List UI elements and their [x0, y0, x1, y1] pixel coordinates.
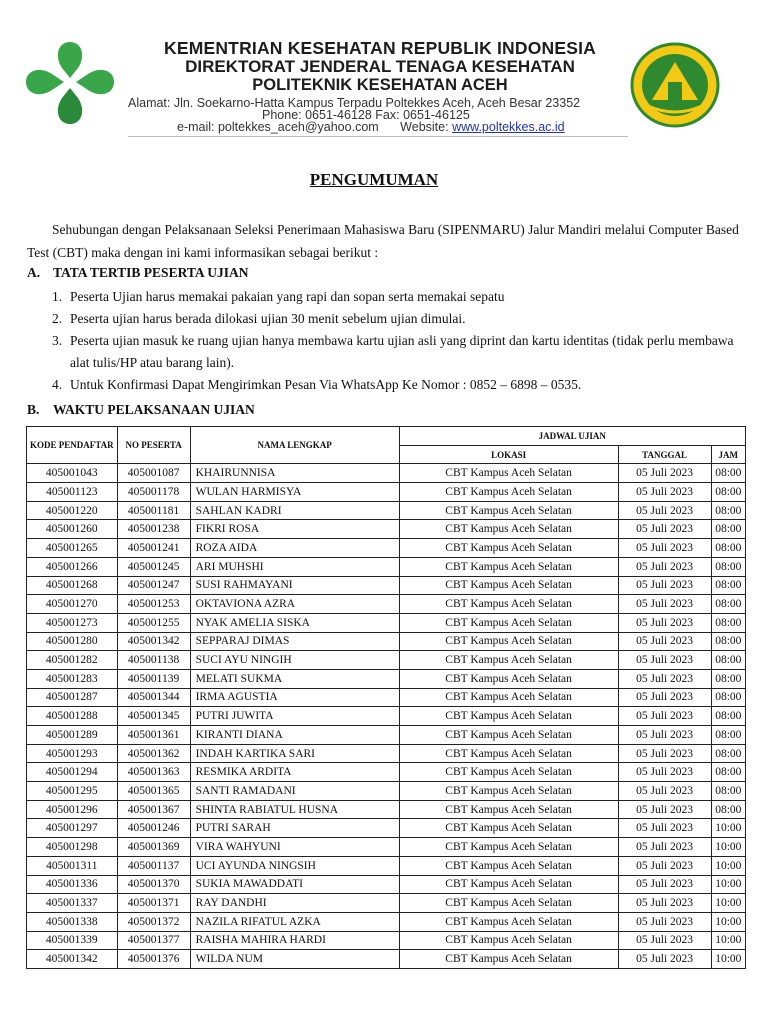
table-row [27, 464, 746, 483]
kode-pendaftar-cell: 405001289 [27, 726, 118, 745]
lokasi-cell: CBT Kampus Aceh Selatan [399, 464, 618, 483]
section-a-heading [27, 265, 248, 281]
lokasi-cell: CBT Kampus Aceh Selatan [399, 819, 618, 838]
intro-text: Sehubungan dengan Pelaksanaan Seleksi Penerimaan Mahasiswa Baru (SIPENMARU) Jalur Mandiri melalui Computer Based Test (CBT) maka dengan ini kami informasikan sebagai berikut : [27, 222, 739, 260]
lokasi-cell: CBT Kampus Aceh Selatan [399, 688, 618, 707]
table-row [27, 800, 746, 819]
jam-cell: 10:00 [711, 838, 745, 857]
table-row [27, 651, 746, 670]
tanggal-cell: 05 Juli 2023 [618, 539, 711, 558]
letterhead [0, 0, 768, 140]
no-peserta-cell: 405001241 [117, 539, 190, 558]
nama-lengkap-cell: FIKRI ROSA [190, 520, 399, 539]
no-peserta-cell: 405001377 [117, 931, 190, 950]
kode-pendaftar-cell: 405001123 [27, 483, 118, 502]
schedule-rows [27, 464, 746, 969]
no-peserta-cell: 405001363 [117, 763, 190, 782]
address: Alamat: Jln. Soekarno-Hatta Kampus Terpadu Poltekkes Aceh, Aceh Besar 23352 [128, 96, 581, 110]
no-peserta-cell: 405001181 [117, 501, 190, 520]
jam-cell: 08:00 [711, 782, 745, 801]
kode-pendaftar-cell: 405001342 [27, 950, 118, 969]
jam-cell: 08:00 [711, 520, 745, 539]
phone-fax: Phone: 0651-46128 Fax: 0651-46125 [262, 108, 470, 122]
no-peserta-cell: 405001137 [117, 856, 190, 875]
jam-cell: 10:00 [711, 819, 745, 838]
table-row [27, 669, 746, 688]
nama-lengkap-cell: INDAH KARTIKA SARI [190, 744, 399, 763]
lokasi-cell: CBT Kampus Aceh Selatan [399, 632, 618, 651]
table-row [27, 744, 746, 763]
jam-cell: 08:00 [711, 726, 745, 745]
list-item [52, 308, 746, 330]
website-link[interactable]: www.poltekkes.ac.id [452, 120, 565, 134]
kode-pendaftar-cell: 405001265 [27, 539, 118, 558]
lokasi-cell: CBT Kampus Aceh Selatan [399, 669, 618, 688]
jam-cell: 08:00 [711, 744, 745, 763]
table-row [27, 875, 746, 894]
no-peserta-cell: 405001139 [117, 669, 190, 688]
header-tanggal: TANGGAL [618, 445, 711, 464]
jam-cell: 10:00 [711, 894, 745, 913]
section-a-title: TATA TERTIB PESERTA UJIAN [53, 265, 249, 280]
rule-text: Peserta ujian masuk ke ruang ujian hanya membawa kartu ujian asli yang diprint dan kartu identitas (tidak perlu membawa alat tulis/HP atau barang lain). [70, 333, 734, 370]
header-lokasi: LOKASI [399, 445, 618, 464]
tanggal-cell: 05 Juli 2023 [618, 595, 711, 614]
kode-pendaftar-cell: 405001280 [27, 632, 118, 651]
nama-lengkap-cell: RAY DANDHI [190, 894, 399, 913]
kode-pendaftar-cell: 405001268 [27, 576, 118, 595]
lokasi-cell: CBT Kampus Aceh Selatan [399, 782, 618, 801]
no-peserta-cell: 405001138 [117, 651, 190, 670]
kode-pendaftar-cell: 405001336 [27, 875, 118, 894]
table-row [27, 819, 746, 838]
rules-list [52, 286, 746, 396]
tanggal-cell: 05 Juli 2023 [618, 669, 711, 688]
lokasi-cell: CBT Kampus Aceh Selatan [399, 520, 618, 539]
no-peserta-cell: 405001370 [117, 875, 190, 894]
jam-cell: 08:00 [711, 557, 745, 576]
jam-cell: 08:00 [711, 464, 745, 483]
nama-lengkap-cell: PUTRI JUWITA [190, 707, 399, 726]
lokasi-cell: CBT Kampus Aceh Selatan [399, 501, 618, 520]
section-a-letter: A. [27, 265, 41, 280]
jam-cell: 08:00 [711, 800, 745, 819]
no-peserta-cell: 405001372 [117, 912, 190, 931]
lokasi-cell: CBT Kampus Aceh Selatan [399, 950, 618, 969]
header-no: NO PESERTA [117, 427, 190, 464]
tanggal-cell: 05 Juli 2023 [618, 856, 711, 875]
tanggal-cell: 05 Juli 2023 [618, 520, 711, 539]
rule-text: Peserta Ujian harus memakai pakaian yang rapi dan sopan serta memakai sepatu [70, 289, 505, 304]
lokasi-cell: CBT Kampus Aceh Selatan [399, 595, 618, 614]
no-peserta-cell: 405001255 [117, 613, 190, 632]
no-peserta-cell: 405001247 [117, 576, 190, 595]
no-peserta-cell: 405001376 [117, 950, 190, 969]
lokasi-cell: CBT Kampus Aceh Selatan [399, 875, 618, 894]
ministry-name: KEMENTRIAN KESEHATAN REPUBLIK INDONESIA [163, 38, 597, 58]
table-row [27, 483, 746, 502]
nama-lengkap-cell: UCI AYUNDA NINGSIH [190, 856, 399, 875]
header-kode: KODE PENDAFTAR [27, 427, 118, 464]
institution-name: POLITEKNIK KESEHATAN ACEH [252, 76, 508, 94]
lokasi-cell: CBT Kampus Aceh Selatan [399, 613, 618, 632]
section-b-letter: B. [27, 402, 40, 417]
kode-pendaftar-cell: 405001297 [27, 819, 118, 838]
table-row [27, 501, 746, 520]
lokasi-cell: CBT Kampus Aceh Selatan [399, 726, 618, 745]
tanggal-cell: 05 Juli 2023 [618, 782, 711, 801]
website-label: Website: [400, 120, 449, 134]
list-item [52, 286, 746, 308]
email: e-mail: poltekkes_aceh@yahoo.com [177, 120, 379, 134]
jam-cell: 10:00 [711, 950, 745, 969]
nama-lengkap-cell: RESMIKA ARDITA [190, 763, 399, 782]
tanggal-cell: 05 Juli 2023 [618, 613, 711, 632]
kode-pendaftar-cell: 405001282 [27, 651, 118, 670]
tanggal-cell: 05 Juli 2023 [618, 894, 711, 913]
no-peserta-cell: 405001342 [117, 632, 190, 651]
schedule-table [26, 426, 746, 969]
tanggal-cell: 05 Juli 2023 [618, 688, 711, 707]
jam-cell: 08:00 [711, 763, 745, 782]
jam-cell: 08:00 [711, 707, 745, 726]
no-peserta-cell: 405001178 [117, 483, 190, 502]
jam-cell: 08:00 [711, 632, 745, 651]
nama-lengkap-cell: SEPPARAJ DIMAS [190, 632, 399, 651]
nama-lengkap-cell: IRMA AGUSTIA [190, 688, 399, 707]
lokasi-cell: CBT Kampus Aceh Selatan [399, 576, 618, 595]
tanggal-cell: 05 Juli 2023 [618, 875, 711, 894]
jam-cell: 08:00 [711, 651, 745, 670]
nama-lengkap-cell: SAHLAN KADRI [190, 501, 399, 520]
kode-pendaftar-cell: 405001288 [27, 707, 118, 726]
kode-pendaftar-cell: 405001270 [27, 595, 118, 614]
nama-lengkap-cell: ARI MUHSHI [190, 557, 399, 576]
table-row [27, 595, 746, 614]
no-peserta-cell: 405001361 [117, 726, 190, 745]
lokasi-cell: CBT Kampus Aceh Selatan [399, 539, 618, 558]
no-peserta-cell: 405001369 [117, 838, 190, 857]
tanggal-cell: 05 Juli 2023 [618, 464, 711, 483]
no-peserta-cell: 405001345 [117, 707, 190, 726]
nama-lengkap-cell: KHAIRUNNISA [190, 464, 399, 483]
table-row [27, 520, 746, 539]
lokasi-cell: CBT Kampus Aceh Selatan [399, 557, 618, 576]
section-b-heading [27, 402, 255, 418]
jam-cell: 08:00 [711, 501, 745, 520]
rule-text: Peserta ujian harus berada dilokasi ujian 30 menit sebelum ujian dimulai. [70, 311, 466, 326]
tanggal-cell: 05 Juli 2023 [618, 501, 711, 520]
lokasi-cell: CBT Kampus Aceh Selatan [399, 707, 618, 726]
tanggal-cell: 05 Juli 2023 [618, 912, 711, 931]
no-peserta-cell: 405001362 [117, 744, 190, 763]
table-row [27, 894, 746, 913]
tanggal-cell: 05 Juli 2023 [618, 557, 711, 576]
nama-lengkap-cell: SUCI AYU NINGIH [190, 651, 399, 670]
section-b-title: WAKTU PELAKSANAAN UJIAN [53, 402, 255, 417]
jam-cell: 08:00 [711, 595, 745, 614]
kode-pendaftar-cell: 405001220 [27, 501, 118, 520]
poltekkes-emblem-icon [630, 42, 720, 128]
table-row [27, 950, 746, 969]
jam-cell: 08:00 [711, 688, 745, 707]
kode-pendaftar-cell: 405001260 [27, 520, 118, 539]
tanggal-cell: 05 Juli 2023 [618, 763, 711, 782]
nama-lengkap-cell: NYAK AMELIA SISKA [190, 613, 399, 632]
jam-cell: 08:00 [711, 576, 745, 595]
lokasi-cell: CBT Kampus Aceh Selatan [399, 744, 618, 763]
nama-lengkap-cell: VIRA WAHYUNI [190, 838, 399, 857]
lokasi-cell: CBT Kampus Aceh Selatan [399, 483, 618, 502]
kode-pendaftar-cell: 405001337 [27, 894, 118, 913]
table-row [27, 632, 746, 651]
jam-cell: 08:00 [711, 539, 745, 558]
header-jam: JAM [711, 445, 745, 464]
tanggal-cell: 05 Juli 2023 [618, 726, 711, 745]
tanggal-cell: 05 Juli 2023 [618, 632, 711, 651]
lokasi-cell: CBT Kampus Aceh Selatan [399, 856, 618, 875]
table-row [27, 539, 746, 558]
nama-lengkap-cell: PUTRI SARAH [190, 819, 399, 838]
directorate-name: DIREKTORAT JENDERAL TENAGA KESEHATAN [185, 57, 575, 76]
table-row [27, 557, 746, 576]
tanggal-cell: 05 Juli 2023 [618, 838, 711, 857]
nama-lengkap-cell: SUKIA MAWADDATI [190, 875, 399, 894]
lokasi-cell: CBT Kampus Aceh Selatan [399, 800, 618, 819]
table-row [27, 726, 746, 745]
header-jadwal: JADWAL UJIAN [399, 427, 745, 446]
tanggal-cell: 05 Juli 2023 [618, 707, 711, 726]
intro-paragraph [27, 218, 747, 264]
jam-cell: 08:00 [711, 483, 745, 502]
rule-number: 4. [52, 377, 63, 392]
rule-text: Untuk Konfirmasi Dapat Mengirimkan Pesan Via WhatsApp Ke Nomor : 0852 – 6898 – 0535. [70, 377, 582, 392]
header-rule [128, 136, 628, 137]
kemenkes-logo-icon [22, 40, 118, 126]
rule-number: 1. [52, 289, 63, 304]
nama-lengkap-cell: KIRANTI DIANA [190, 726, 399, 745]
no-peserta-cell: 405001245 [117, 557, 190, 576]
table-row [27, 688, 746, 707]
tanggal-cell: 05 Juli 2023 [618, 950, 711, 969]
no-peserta-cell: 405001238 [117, 520, 190, 539]
table-row [27, 912, 746, 931]
page-title: PENGUMUMAN [309, 170, 439, 189]
no-peserta-cell: 405001367 [117, 800, 190, 819]
jam-cell: 10:00 [711, 856, 745, 875]
nama-lengkap-cell: RAISHA MAHIRA HARDI [190, 931, 399, 950]
kode-pendaftar-cell: 405001298 [27, 838, 118, 857]
header-nama: NAMA LENGKAP [190, 427, 399, 464]
kode-pendaftar-cell: 405001273 [27, 613, 118, 632]
kode-pendaftar-cell: 405001296 [27, 800, 118, 819]
tanggal-cell: 05 Juli 2023 [618, 819, 711, 838]
jam-cell: 10:00 [711, 875, 745, 894]
nama-lengkap-cell: WULAN HARMISYA [190, 483, 399, 502]
nama-lengkap-cell: SANTI RAMADANI [190, 782, 399, 801]
lokasi-cell: CBT Kampus Aceh Selatan [399, 763, 618, 782]
kode-pendaftar-cell: 405001311 [27, 856, 118, 875]
lokasi-cell: CBT Kampus Aceh Selatan [399, 838, 618, 857]
table-row [27, 613, 746, 632]
nama-lengkap-cell: SHINTA RABIATUL HUSNA [190, 800, 399, 819]
rule-number: 3. [52, 333, 63, 348]
list-item [52, 374, 746, 396]
tanggal-cell: 05 Juli 2023 [618, 800, 711, 819]
nama-lengkap-cell: MELATI SUKMA [190, 669, 399, 688]
table-row [27, 707, 746, 726]
tanggal-cell: 05 Juli 2023 [618, 651, 711, 670]
kode-pendaftar-cell: 405001293 [27, 744, 118, 763]
no-peserta-cell: 405001246 [117, 819, 190, 838]
kode-pendaftar-cell: 405001043 [27, 464, 118, 483]
jam-cell: 08:00 [711, 669, 745, 688]
table-row [27, 856, 746, 875]
kode-pendaftar-cell: 405001295 [27, 782, 118, 801]
table-row [27, 838, 746, 857]
kode-pendaftar-cell: 405001339 [27, 931, 118, 950]
no-peserta-cell: 405001087 [117, 464, 190, 483]
kode-pendaftar-cell: 405001338 [27, 912, 118, 931]
nama-lengkap-cell: OKTAVIONA AZRA [190, 595, 399, 614]
lokasi-cell: CBT Kampus Aceh Selatan [399, 894, 618, 913]
lokasi-cell: CBT Kampus Aceh Selatan [399, 651, 618, 670]
list-item [52, 330, 746, 374]
table-row [27, 782, 746, 801]
nama-lengkap-cell: NAZILA RIFATUL AZKA [190, 912, 399, 931]
kode-pendaftar-cell: 405001283 [27, 669, 118, 688]
nama-lengkap-cell: SUSI RAHMAYANI [190, 576, 399, 595]
tanggal-cell: 05 Juli 2023 [618, 931, 711, 950]
table-row [27, 576, 746, 595]
lokasi-cell: CBT Kampus Aceh Selatan [399, 931, 618, 950]
table-row [27, 931, 746, 950]
jam-cell: 10:00 [711, 912, 745, 931]
no-peserta-cell: 405001253 [117, 595, 190, 614]
tanggal-cell: 05 Juli 2023 [618, 483, 711, 502]
contact-line [177, 120, 565, 134]
no-peserta-cell: 405001371 [117, 894, 190, 913]
tanggal-cell: 05 Juli 2023 [618, 576, 711, 595]
lokasi-cell: CBT Kampus Aceh Selatan [399, 912, 618, 931]
nama-lengkap-cell: ROZA AIDA [190, 539, 399, 558]
no-peserta-cell: 405001365 [117, 782, 190, 801]
jam-cell: 10:00 [711, 931, 745, 950]
jam-cell: 08:00 [711, 613, 745, 632]
nama-lengkap-cell: WILDA NUM [190, 950, 399, 969]
kode-pendaftar-cell: 405001266 [27, 557, 118, 576]
kode-pendaftar-cell: 405001294 [27, 763, 118, 782]
table-row [27, 763, 746, 782]
kode-pendaftar-cell: 405001287 [27, 688, 118, 707]
no-peserta-cell: 405001344 [117, 688, 190, 707]
rule-number: 2. [52, 311, 63, 326]
tanggal-cell: 05 Juli 2023 [618, 744, 711, 763]
